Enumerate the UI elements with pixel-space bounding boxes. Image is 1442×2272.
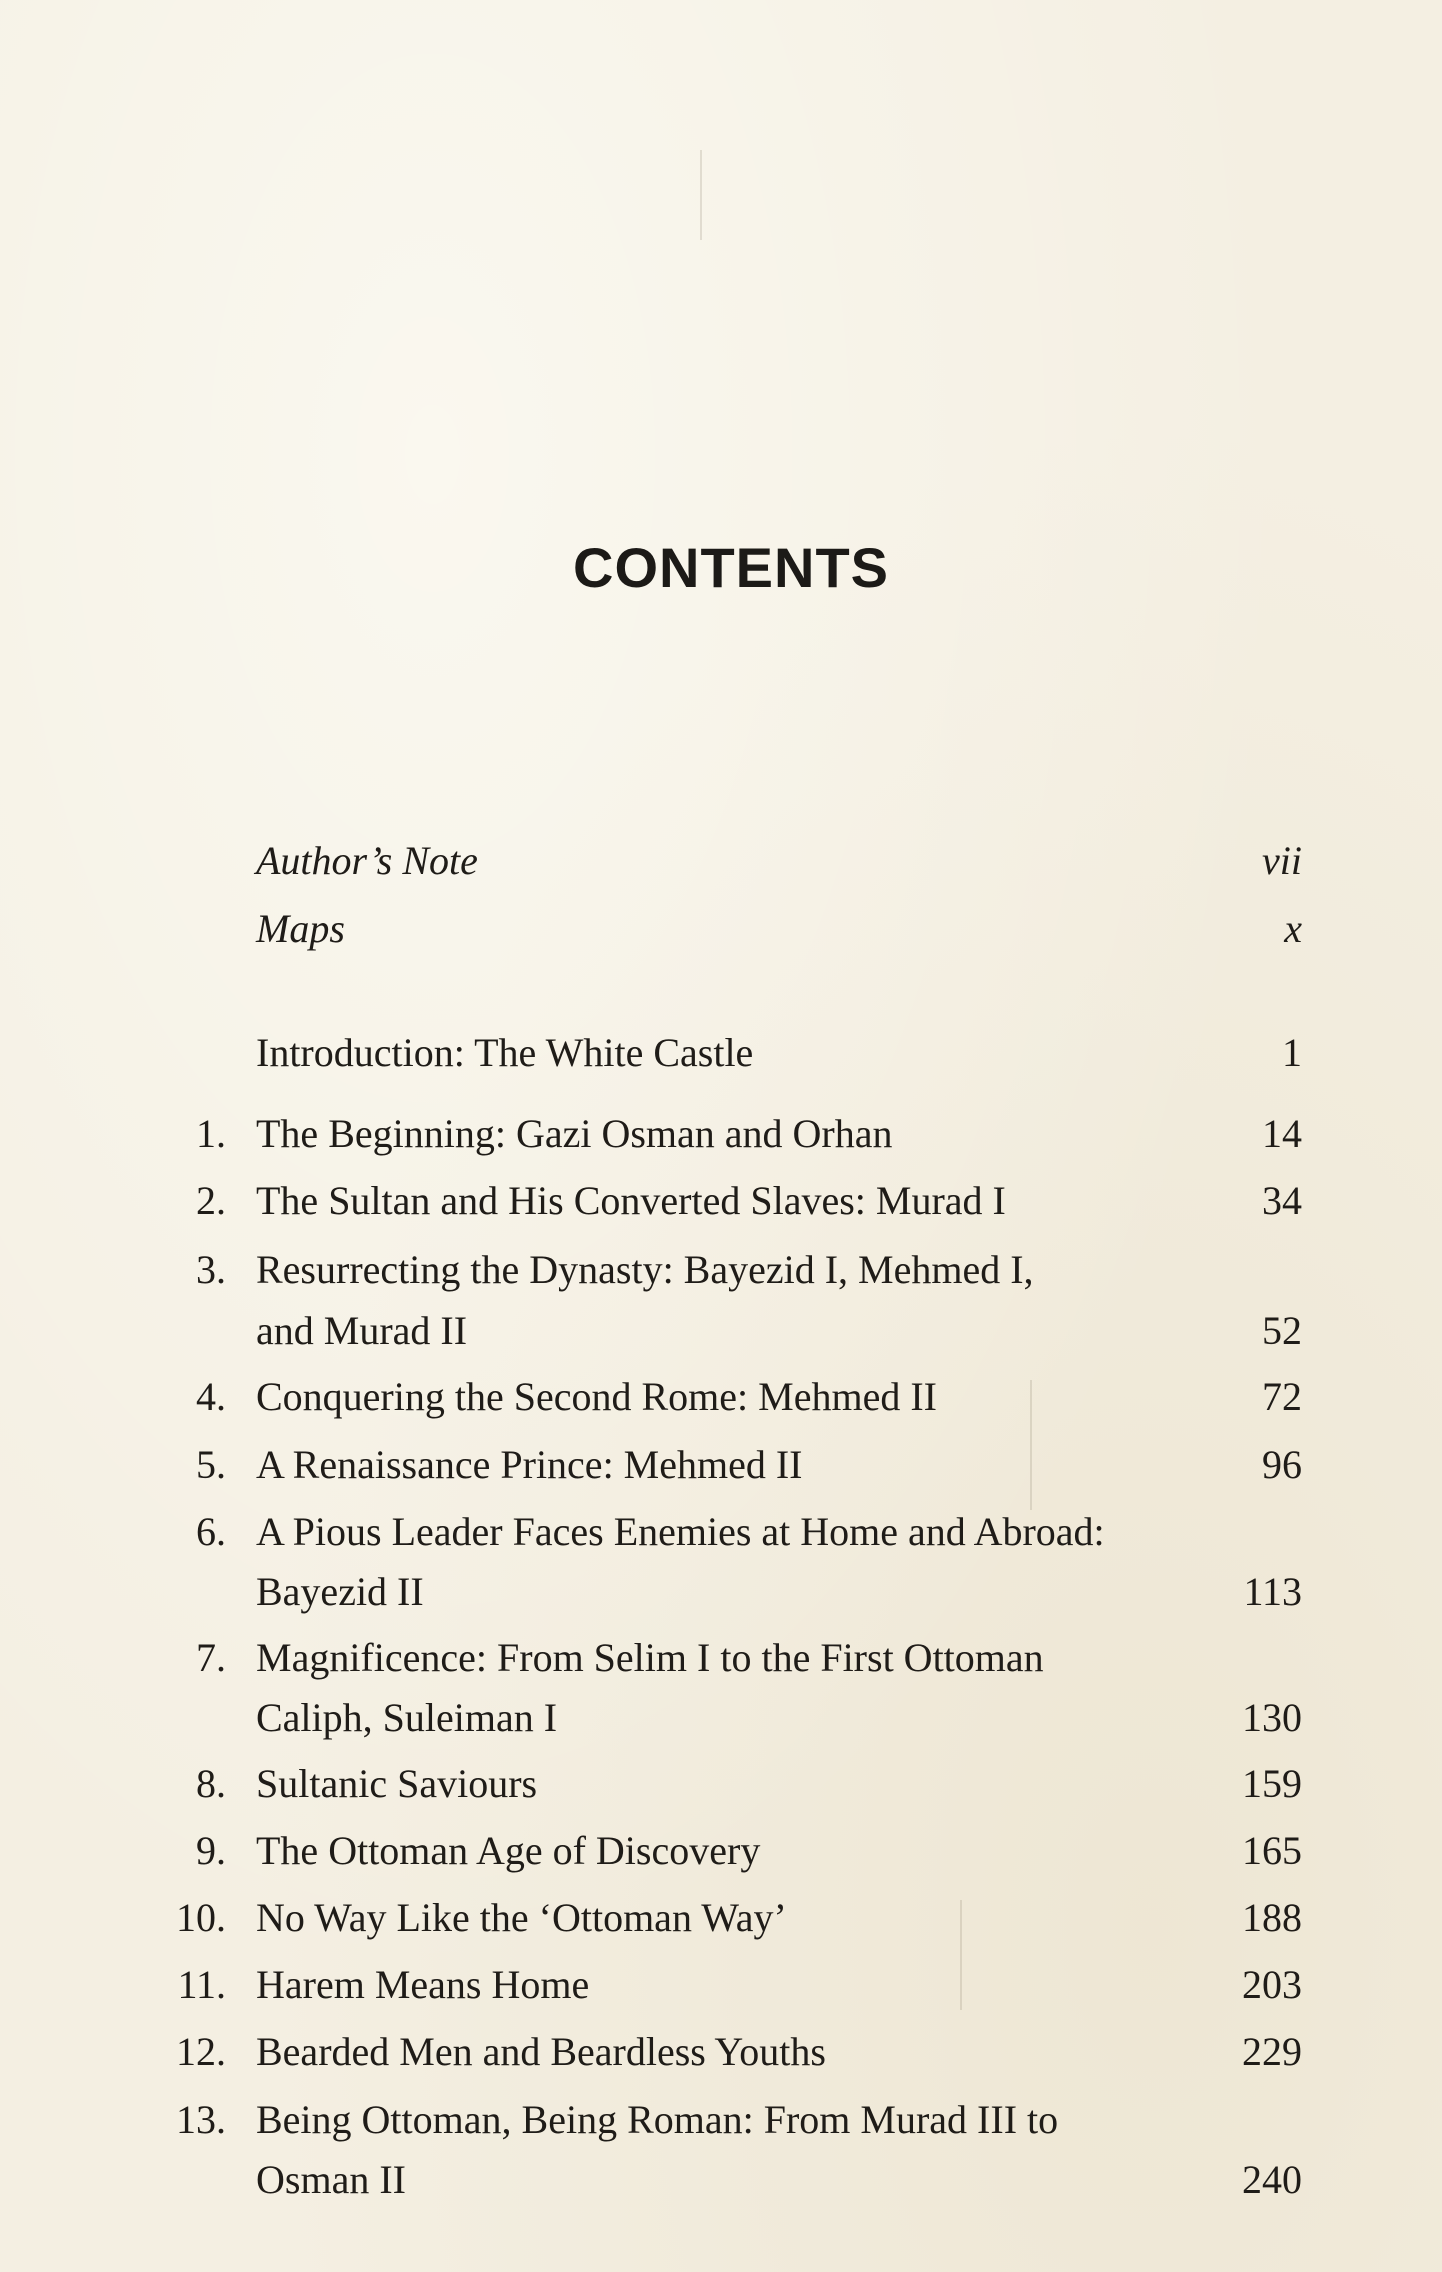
toc-entry-label: Maps	[256, 906, 345, 951]
toc-entry-page: 165	[1242, 1828, 1302, 1873]
chapter-number: 2.	[196, 1178, 226, 1223]
toc-entry-chapter-12[interactable]	[0, 2027, 1442, 2077]
chapter-number: 9.	[196, 1828, 226, 1873]
chapter-title: The Ottoman Age of Discovery	[256, 1828, 761, 1873]
chapter-title: Conquering the Second Rome: Mehmed II	[256, 1374, 937, 1419]
toc-entry-authors-note[interactable]	[0, 836, 1442, 886]
toc-entry-chapter-4[interactable]	[0, 1372, 1442, 1422]
toc-entry-chapter-1[interactable]	[0, 1109, 1442, 1159]
toc-entry-page: 34	[1262, 1178, 1302, 1223]
toc-entry-page: 113	[1243, 1569, 1302, 1614]
chapter-title: Bearded Men and Beardless Youths	[256, 2029, 826, 2074]
chapter-title: No Way Like the ‘Ottoman Way’	[256, 1895, 787, 1940]
chapter-title-continued: Caliph, Suleiman I	[256, 1695, 558, 1740]
toc-entry-chapter-3[interactable]	[0, 1245, 1442, 1295]
chapter-number: 4.	[196, 1374, 226, 1419]
toc-entry-page: 159	[1242, 1761, 1302, 1806]
toc-entry-chapter-5[interactable]	[0, 1440, 1442, 1490]
toc-entry-page: 96	[1262, 1442, 1302, 1487]
chapter-number: 1.	[196, 1111, 226, 1156]
toc-entry-chapter-8[interactable]	[0, 1759, 1442, 1809]
page-title: CONTENTS	[573, 536, 889, 599]
chapter-title: Magnificence: From Selim I to the First Ottoman	[256, 1635, 1044, 1680]
toc-entry-page: 72	[1262, 1374, 1302, 1419]
toc-entry-page: 188	[1242, 1895, 1302, 1940]
chapter-title: Resurrecting the Dynasty: Bayezid I, Mehmed I,	[256, 1247, 1034, 1292]
chapter-number: 7.	[196, 1635, 226, 1680]
chapter-title: The Sultan and His Converted Slaves: Murad I	[256, 1178, 1006, 1223]
chapter-number: 8.	[196, 1761, 226, 1806]
toc-entry-chapter-6[interactable]	[0, 1507, 1442, 1557]
toc-entry-chapter-6-continued[interactable]	[0, 1567, 1442, 1617]
toc-entry-page: 203	[1242, 1962, 1302, 2007]
chapter-title: A Renaissance Prince: Mehmed II	[256, 1442, 803, 1487]
toc-entry-page: 229	[1242, 2029, 1302, 2074]
toc-entry-page: 1	[1282, 1030, 1302, 1075]
chapter-title: The Beginning: Gazi Osman and Orhan	[256, 1111, 893, 1156]
toc-entry-chapter-9[interactable]	[0, 1826, 1442, 1876]
toc-entry-chapter-13-continued[interactable]	[0, 2155, 1442, 2205]
chapter-number: 12.	[176, 2029, 226, 2074]
toc-entry-introduction[interactable]	[0, 1028, 1442, 1078]
toc-entry-chapter-10[interactable]	[0, 1893, 1442, 1943]
chapter-title: Being Ottoman, Being Roman: From Murad III to	[256, 2097, 1059, 2142]
toc-entry-label: Author’s Note	[256, 838, 478, 883]
chapter-title-continued: Bayezid II	[256, 1569, 424, 1614]
toc-entry-chapter-2[interactable]	[0, 1176, 1442, 1226]
toc-entry-label: Introduction: The White Castle	[256, 1030, 754, 1075]
toc-entry-chapter-11[interactable]	[0, 1960, 1442, 2010]
chapter-title: Sultanic Saviours	[256, 1761, 538, 1806]
toc-entry-page: 130	[1242, 1695, 1302, 1740]
chapter-title: A Pious Leader Faces Enemies at Home and Abroad:	[256, 1509, 1105, 1554]
toc-entry-chapter-3-continued[interactable]	[0, 1306, 1442, 1356]
chapter-number: 10.	[176, 1895, 226, 1940]
toc-entry-chapter-13[interactable]	[0, 2095, 1442, 2145]
chapter-title: Harem Means Home	[256, 1962, 590, 2007]
chapter-number: 5.	[196, 1442, 226, 1487]
toc-entry-maps[interactable]	[0, 904, 1442, 954]
chapter-number: 6.	[196, 1509, 226, 1554]
chapter-number: 3.	[196, 1247, 226, 1292]
chapter-number: 13.	[176, 2097, 226, 2142]
chapter-number: 11.	[177, 1962, 226, 2007]
chapter-title-continued: Osman II	[256, 2157, 406, 2202]
toc-entry-page: 52	[1262, 1308, 1302, 1353]
toc-entry-chapter-7-continued[interactable]	[0, 1693, 1442, 1743]
toc-entry-page: 14	[1262, 1111, 1302, 1156]
toc-entry-page: x	[1284, 906, 1302, 951]
toc-entry-chapter-7[interactable]	[0, 1633, 1442, 1683]
toc-entry-page: 240	[1242, 2157, 1302, 2202]
chapter-title-continued: and Murad II	[256, 1308, 468, 1353]
toc-entry-page: vii	[1262, 838, 1302, 883]
paper-crease-mark	[700, 150, 702, 240]
